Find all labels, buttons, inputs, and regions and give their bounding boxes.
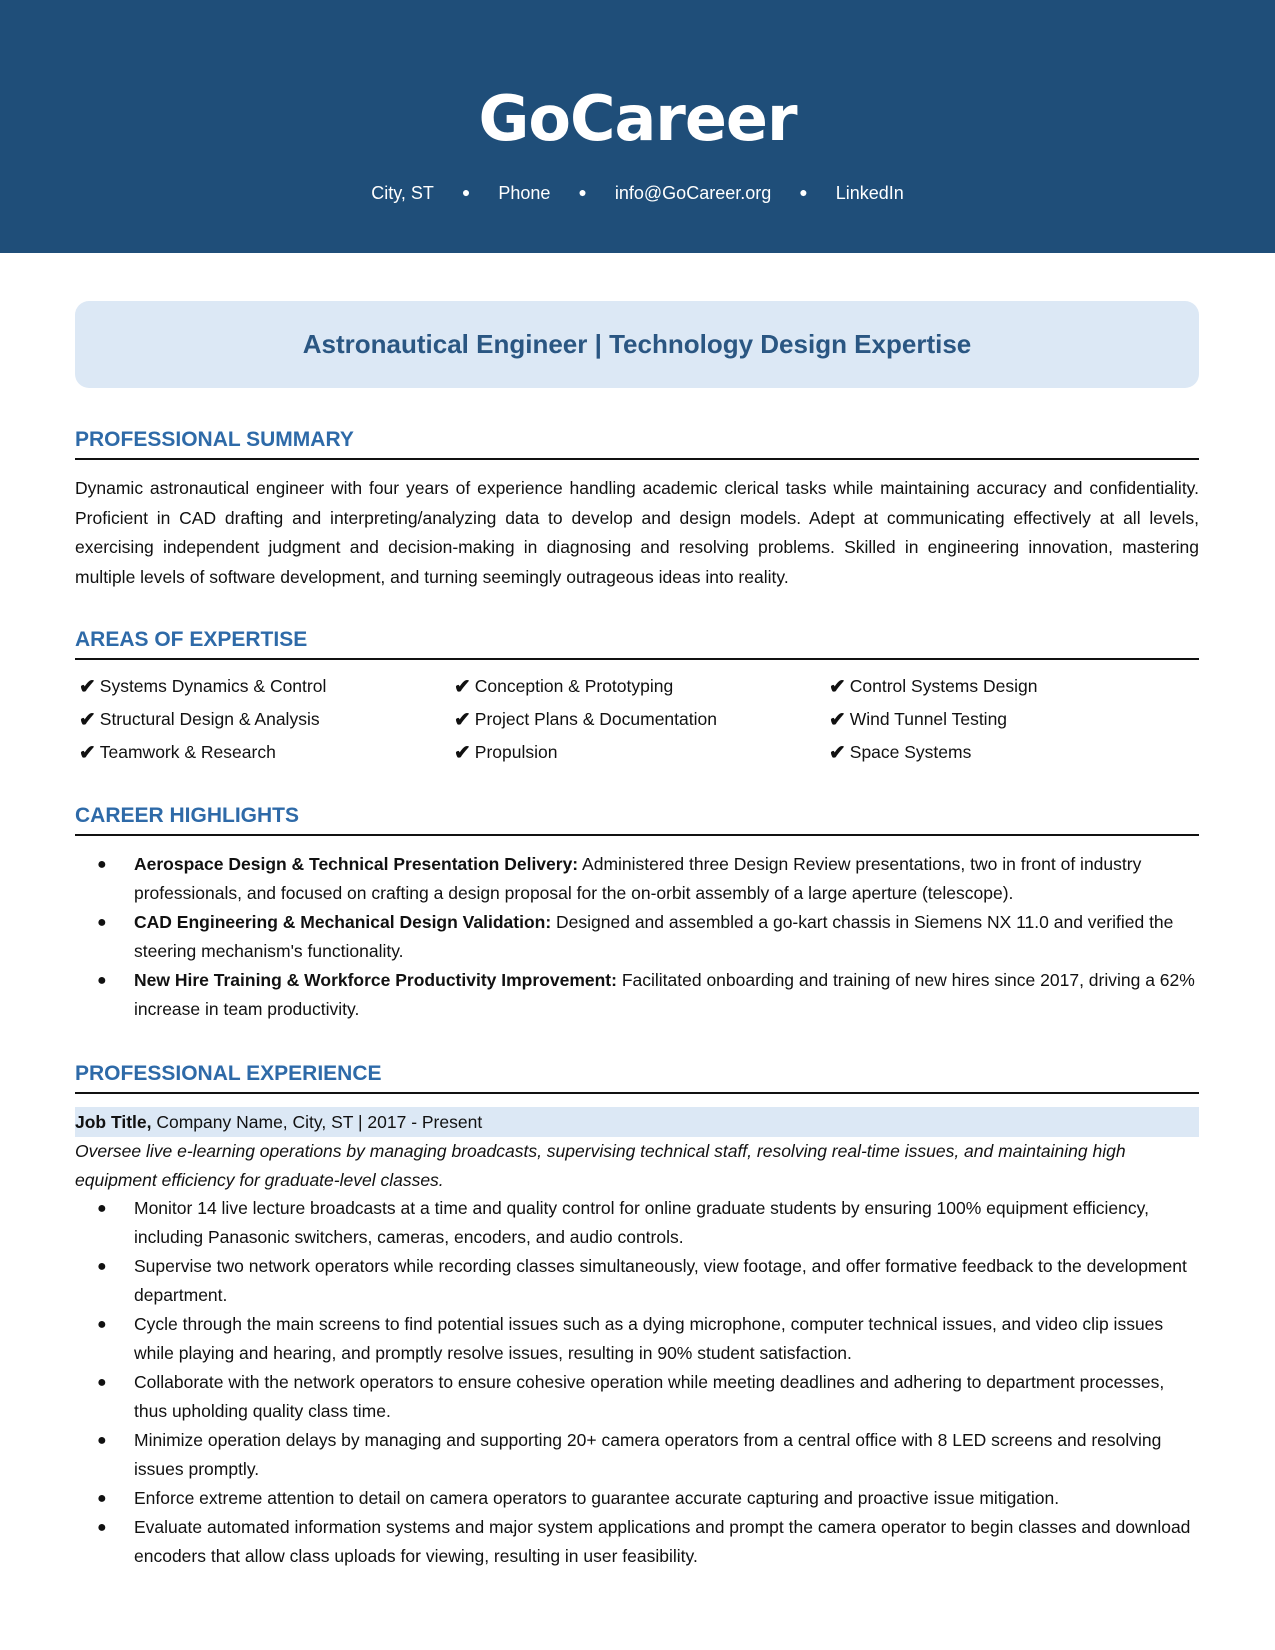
job-description: Oversee live e-learning operations by managing broadcasts, supervising technical staff, resolving real-time issues, and maintaining high equipment efficiency for graduate-level classes. (75, 1141, 1126, 1190)
highlight-text: Designed and assembled a go-kart chassis in Siemens NX 11.0 and verified the steering mechanism's functionality. (134, 912, 1174, 961)
bullet-text: Evaluate automated information systems and major system applications and prompt the camera operator to begin classes and download encoders that allow class uploads for viewing, resulting in user feasibility. (134, 1517, 1191, 1566)
candidate-name: GoCareer (478, 82, 797, 155)
experience-bullet (75, 1368, 1199, 1426)
expertise-label: Propulsion (474, 742, 558, 762)
expertise-item (825, 707, 1199, 732)
bullet-text: Enforce extreme attention to detail on camera operators to guarantee accurate capturing and proactive issue mitigation. (134, 1488, 1060, 1508)
experience-bullet (75, 1310, 1199, 1368)
expertise-item (75, 674, 450, 699)
highlight-item (75, 850, 1199, 908)
contact-email[interactable]: info@GoCareer.org (614, 183, 772, 203)
bullet-text: Supervise two network operators while recording classes simultaneously, view footage, and offer formative feedback to the development department. (134, 1256, 1187, 1305)
expertise-label: Systems Dynamics & Control (99, 676, 327, 696)
experience-bullets (75, 1194, 1199, 1571)
highlight-title: CAD Engineering & Mechanical Design Validation: (134, 912, 552, 932)
bullet-text: Collaborate with the network operators to ensure cohesive operation while meeting deadlines and adhering to department processes, thus upholding quality class time. (134, 1372, 1165, 1421)
highlight-title: Aerospace Design & Technical Presentation Delivery: (134, 854, 579, 874)
bullet-icon: ● (97, 972, 107, 989)
expertise-section (75, 628, 1199, 765)
expertise-item (450, 674, 825, 699)
bullet-icon: ● (97, 914, 107, 931)
highlights-section (75, 804, 1199, 1024)
bullet-icon: ● (97, 1490, 107, 1507)
experience-bullet (75, 1252, 1199, 1310)
bullet-text: Minimize operation delays by managing and supporting 20+ camera operators from a central office with 8 LED screens and resolving issues promptly. (134, 1430, 1162, 1479)
job-meta: Company Name, City, ST | 2017 - Present (151, 1112, 483, 1132)
expertise-item (75, 707, 450, 732)
bullet-icon: ● (97, 856, 107, 873)
checkmark-icon: ✔ (454, 676, 471, 698)
expertise-label: Conception & Prototyping (474, 676, 674, 696)
checkmark-icon: ✔ (79, 676, 96, 698)
highlight-text: Facilitated onboarding and training of new hires since 2017, driving a 62% increase in team productivity. (134, 970, 1195, 1019)
bullet-icon: ● (97, 1258, 107, 1275)
bullet-text: Monitor 14 live lecture broadcasts at a time and quality control for online graduate students by ensuring 100% equipment efficiency, including Panasonic switchers, cameras, encoders, and audio controls. (134, 1198, 1149, 1247)
experience-section (75, 1062, 1199, 1571)
expertise-item (450, 740, 825, 765)
expertise-label: Project Plans & Documentation (474, 709, 717, 729)
expertise-item (825, 674, 1199, 699)
summary-section (75, 428, 1199, 592)
experience-bullet (75, 1426, 1199, 1484)
section-heading: CAREER HIGHLIGHTS (75, 804, 1199, 836)
highlight-item (75, 908, 1199, 966)
contact-location: City, ST (371, 183, 434, 203)
summary-text: Dynamic astronautical engineer with four years of experience handling academic clerical tasks while maintaining accuracy and confidentiality. Proficient in CAD drafting and interpreting/analyzing data to develop and design models. Adept at communicating effectively at all levels, exercising independent judgment and decision-making in diagnosing and resolving problems. Skilled in engineering innovation, mastering multiple levels of software development, and turning seemingly outrageous ideas into reality. (75, 478, 1199, 587)
checkmark-icon: ✔ (829, 742, 846, 764)
section-heading: PROFESSIONAL EXPERIENCE (75, 1062, 1199, 1094)
separator-dot: ● (578, 184, 587, 200)
highlight-text: Administered three Design Review presentations, two in front of industry professionals, and focused on crafting a design proposal for the on-orbit assembly of a large aperture (telescope). (134, 854, 1142, 903)
bullet-icon: ● (97, 1432, 107, 1449)
experience-bullet (75, 1194, 1199, 1252)
expertise-label: Structural Design & Analysis (99, 709, 320, 729)
checkmark-icon: ✔ (79, 742, 96, 764)
expertise-grid (75, 674, 1199, 765)
bullet-icon: ● (97, 1519, 107, 1536)
title-band (75, 301, 1199, 388)
expertise-label: Wind Tunnel Testing (849, 709, 1008, 729)
expertise-item (75, 740, 450, 765)
checkmark-icon: ✔ (454, 709, 471, 731)
highlight-item (75, 966, 1199, 1024)
expertise-item (450, 707, 825, 732)
expertise-label: Space Systems (849, 742, 972, 762)
section-heading: PROFESSIONAL SUMMARY (75, 428, 1199, 460)
experience-bullet (75, 1513, 1199, 1571)
section-heading: AREAS OF EXPERTISE (75, 628, 1199, 660)
highlights-list (75, 850, 1199, 1024)
checkmark-icon: ✔ (829, 709, 846, 731)
bullet-icon: ● (97, 1200, 107, 1217)
contact-line (0, 183, 1275, 204)
checkmark-icon: ✔ (829, 676, 846, 698)
separator-dot: ● (461, 184, 471, 200)
job-title: Job Title, (75, 1112, 152, 1132)
bullet-icon: ● (97, 1374, 107, 1391)
job-header-row (75, 1107, 1199, 1137)
checkmark-icon: ✔ (454, 742, 471, 764)
expertise-label: Control Systems Design (849, 676, 1038, 696)
contact-linkedin[interactable]: LinkedIn (835, 183, 904, 203)
header-banner (0, 0, 1275, 253)
experience-bullet (75, 1484, 1199, 1513)
highlight-title: New Hire Training & Workforce Productivity Improvement: (134, 970, 617, 990)
separator-dot: ● (799, 184, 808, 200)
expertise-item (825, 740, 1199, 765)
expertise-label: Teamwork & Research (99, 742, 276, 762)
contact-phone: Phone (498, 183, 551, 203)
professional-title: Astronautical Engineer | Technology Design Expertise (302, 329, 972, 359)
bullet-icon: ● (97, 1316, 107, 1333)
bullet-text: Cycle through the main screens to find potential issues such as a dying microphone, computer technical issues, and video clip issues while playing and hearing, and promptly resolve issues, resulting in 90% student satisfaction. (134, 1314, 1164, 1363)
checkmark-icon: ✔ (79, 709, 96, 731)
